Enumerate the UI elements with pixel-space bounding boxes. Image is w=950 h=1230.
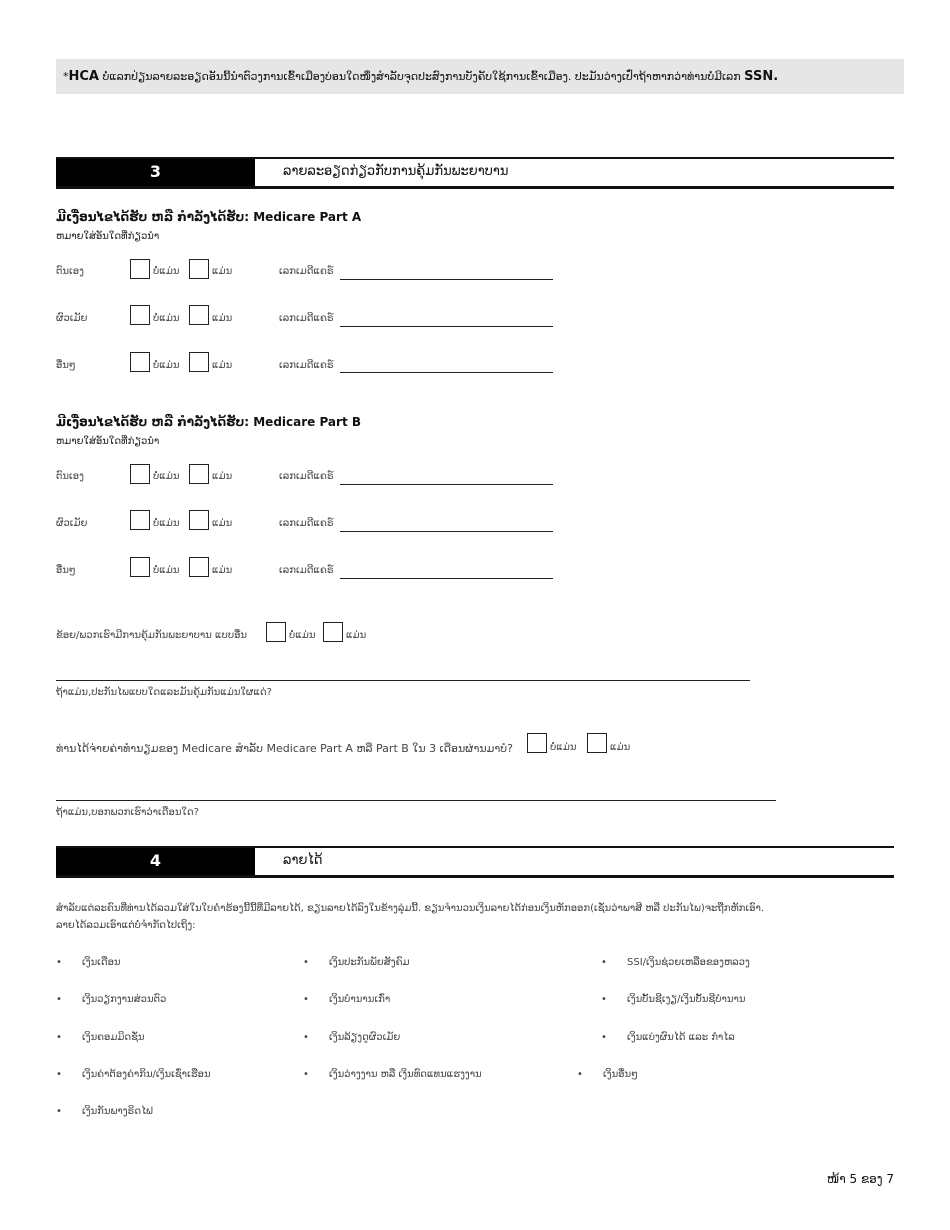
part-a-other-medicare-label: ເລກເມດີແຄຣ໌ bbox=[279, 360, 334, 371]
income-intro-line2: ລາຍໄດ້ລວມເອົາແຕ່ບໍ່ຈຳກັດໄປເຖິງ: bbox=[56, 920, 196, 931]
premium-yes-label: ແມ່ນ bbox=[610, 742, 631, 753]
other-coverage-note: ຖ້າແມ່ນ,ປະກັນໄພແບບໃດແລະມັນຄຸ້ມກັນແມ່ນໃຜແດ່? bbox=[56, 687, 272, 698]
part-a-other-label: ອື່ນໆ bbox=[56, 360, 76, 371]
part-a-spouse-label: ຜົວເມັຍ bbox=[56, 313, 88, 324]
part-a-other-medicare-field[interactable] bbox=[340, 372, 553, 373]
section-3-number: 3 bbox=[56, 159, 255, 186]
part-a-title: ມີເງື່ອນໄຂໄດ້ຮັບ ຫລື ກຳລັງໄດ້ຮັບ: Medicare Part A bbox=[56, 210, 362, 224]
part-b-self-medicare-field[interactable] bbox=[340, 484, 553, 485]
part-a-spouse-no-checkbox[interactable] bbox=[130, 305, 150, 325]
part-b-spouse-no-checkbox[interactable] bbox=[130, 510, 150, 530]
income-list-item: • ເງິນວຽກງານສ່ວນຕົວ bbox=[56, 994, 167, 1005]
part-b-other-label: ອື່ນໆ bbox=[56, 565, 76, 576]
section-4-number: 4 bbox=[56, 848, 255, 875]
part-a-other-yes-checkbox[interactable] bbox=[189, 352, 209, 372]
income-list-item: • ເງິນບັ້ນຊີເງຽ/ເງິນບັ້ນຊີບຳນານ bbox=[601, 994, 746, 1005]
part-b-other-medicare-label: ເລກເມດີແຄຣ໌ bbox=[279, 565, 334, 576]
other-coverage-no-checkbox[interactable] bbox=[266, 622, 286, 642]
part-b-title: ມີເງື່ອນໄຂໄດ້ຮັບ ຫລື ກຳລັງໄດ້ຮັບ: Medicare Part B bbox=[56, 415, 362, 429]
part-a-spouse-yes-checkbox[interactable] bbox=[189, 305, 209, 325]
part-b-self-medicare-label: ເລກເມດີແຄຣ໌ bbox=[279, 471, 334, 482]
other-coverage-yes-checkbox[interactable] bbox=[323, 622, 343, 642]
premium-no-label: ບໍ່ແມ່ນ bbox=[550, 742, 577, 753]
part-a-self-label: ຕົນເອງ bbox=[56, 266, 84, 277]
premium-answer-field[interactable] bbox=[56, 800, 776, 801]
part-a-self-no-checkbox[interactable] bbox=[130, 259, 150, 279]
part-a-self-no-label: ບໍ່ແມ່ນ bbox=[153, 266, 180, 277]
part-a-self-medicare-label: ເລກເມດີແຄຣ໌ bbox=[279, 266, 334, 277]
notice-banner bbox=[56, 59, 904, 94]
income-list-item: • ເງິນຄອມມິດຊັ່ນ bbox=[56, 1032, 145, 1043]
notice-hca: HCA bbox=[68, 69, 99, 84]
section-4-title: ລາຍໄດ້ bbox=[283, 853, 323, 868]
part-b-subtitle: ຫມາຍໃສ່ອັນໃດທີ່ກ່ຽວນຳ bbox=[56, 436, 160, 447]
part-b-spouse-medicare-field[interactable] bbox=[340, 531, 553, 532]
part-b-spouse-yes-checkbox[interactable] bbox=[189, 510, 209, 530]
notice-text bbox=[63, 69, 778, 84]
part-b-self-no-checkbox[interactable] bbox=[130, 464, 150, 484]
income-list-item: • ເງິນຄ່າຕ້ອງຄ່າກິນ/ເງິນເຊົ່າເຮືອນ bbox=[56, 1069, 211, 1080]
premium-note: ຖ້າແມ່ນ,ບອກພວກເຮົາວ່າເດືອນໃດ? bbox=[56, 807, 199, 818]
income-list-item: • ເງິນວ່າງງານ ຫລື ເງິນທົດແທນແຮງງານ bbox=[303, 1069, 482, 1080]
premium-no-checkbox[interactable] bbox=[527, 733, 547, 753]
part-b-other-no-label: ບໍ່ແມ່ນ bbox=[153, 565, 180, 576]
notice-asterisk: * bbox=[63, 70, 69, 83]
part-a-subtitle: ຫມາຍໃສ່ອັນໃດທີ່ກ່ຽວນຳ bbox=[56, 231, 160, 242]
section-4-header bbox=[56, 846, 894, 878]
part-b-other-no-checkbox[interactable] bbox=[130, 557, 150, 577]
income-list-item: • ເງິນແບ່ງຜົນໄດ້ ແລະ ກຳໄລ bbox=[601, 1032, 735, 1043]
premium-yes-checkbox[interactable] bbox=[587, 733, 607, 753]
part-b-other-medicare-field[interactable] bbox=[340, 578, 553, 579]
part-b-self-no-label: ບໍ່ແມ່ນ bbox=[153, 471, 180, 482]
other-coverage-question: ຂ້ອຍ/ພວກເຮົາມີການຄຸ້ມກັນພະຍາບານ ແບບອື່ນ bbox=[56, 630, 248, 641]
part-b-self-yes-label: ແມ່ນ bbox=[212, 471, 233, 482]
part-b-self-label: ຕົນເອງ bbox=[56, 471, 84, 482]
income-intro-line1: ສຳລັບແຕ່ລະຄົນທີ່ທ່ານໄດ້ລວມໃສ່ໃນໃບຄຳຮ້ອງນີ້ນີ້ທີ່ມີລາຍໄດ້, ຂຽນລາຍໄດ້ລົງໃນຂ້າງລຸ່ມນີ້. ຂຽນຈຳນວນເງິນລາຍໄດ້ກ່ອນເງິນຫັກອອກ(ເຊັ່ນວ່າພາສີ ຫລື ປະກັນໄພ)ຈະຖືກຫັກເອົາ. bbox=[56, 903, 765, 914]
part-a-other-no-checkbox[interactable] bbox=[130, 352, 150, 372]
income-list-item: • SSI/ເງິນຊ່ວຍເຫລືອຂອງຫລວງ bbox=[601, 957, 750, 968]
section-3-title: ລາຍລະອຽດກ່ຽວກັບການຄຸ້ມກັນພະຍາບານ bbox=[283, 164, 509, 179]
income-list-item: • ເງິນບຳນານເກົ່າ bbox=[303, 994, 391, 1005]
page-number: ໜ້າ 5 ຂອງ 7 bbox=[826, 1172, 894, 1186]
part-a-self-medicare-field[interactable] bbox=[340, 279, 553, 280]
other-coverage-no-label: ບໍ່ແມ່ນ bbox=[289, 630, 316, 641]
part-b-other-yes-checkbox[interactable] bbox=[189, 557, 209, 577]
notice-ssn: SSN. bbox=[744, 69, 779, 84]
part-a-spouse-medicare-label: ເລກເມດີແຄຣ໌ bbox=[279, 313, 334, 324]
part-b-spouse-no-label: ບໍ່ແມ່ນ bbox=[153, 518, 180, 529]
section-3-header bbox=[56, 157, 894, 189]
income-list-item: • ເງິນເດືອນ bbox=[56, 957, 121, 968]
part-a-self-yes-checkbox[interactable] bbox=[189, 259, 209, 279]
part-b-spouse-yes-label: ແມ່ນ bbox=[212, 518, 233, 529]
part-b-spouse-label: ຜົວເມັຍ bbox=[56, 518, 88, 529]
part-a-spouse-no-label: ບໍ່ແມ່ນ bbox=[153, 313, 180, 324]
income-list-item: • ເງິນລ້ຽງດູຜົວເມັຍ bbox=[303, 1032, 401, 1043]
part-a-spouse-yes-label: ແມ່ນ bbox=[212, 313, 233, 324]
other-coverage-answer-field[interactable] bbox=[56, 680, 750, 681]
part-a-spouse-medicare-field[interactable] bbox=[340, 326, 553, 327]
part-a-other-no-label: ບໍ່ແມ່ນ bbox=[153, 360, 180, 371]
part-a-other-yes-label: ແມ່ນ bbox=[212, 360, 233, 371]
part-a-self-yes-label: ແມ່ນ bbox=[212, 266, 233, 277]
part-b-spouse-medicare-label: ເລກເມດີແຄຣ໌ bbox=[279, 518, 334, 529]
income-list-item: • ເງິນອື່ນໆ bbox=[577, 1069, 638, 1080]
part-b-self-yes-checkbox[interactable] bbox=[189, 464, 209, 484]
part-b-other-yes-label: ແມ່ນ bbox=[212, 565, 233, 576]
premium-question: ທ່ານໄດ້ຈ່າຍຄ່າທຳນຽມຂອງ Medicare ສຳລັບ Medicare Part A ຫລື Part B ໃນ 3 ເດືອນຜ່ານມາບໍ? bbox=[56, 742, 513, 755]
income-list-item: • ເງິນປະກັນພັຍສັງຄົມ bbox=[303, 957, 410, 968]
other-coverage-yes-label: ແມ່ນ bbox=[346, 630, 367, 641]
notice-body: ບໍ່ແລກປ່ຽນລາຍລະອຽດອັນນີ້ນຳຕົວງການເຂົ້າເມືອງບ່ອນໃດໜຶ່ງສຳລັບຈຸດປະສົງການບັງຄັບໃຊ້ການເຂົ້າເມືອງ. ປະມັນວ່າງເປົ່າຖ້າຫາກວ່າທ່ານບໍ່ມີເລກ bbox=[98, 70, 745, 83]
income-list-item: • ເງິນກັນພາງຣິດໄຟ bbox=[56, 1106, 153, 1117]
